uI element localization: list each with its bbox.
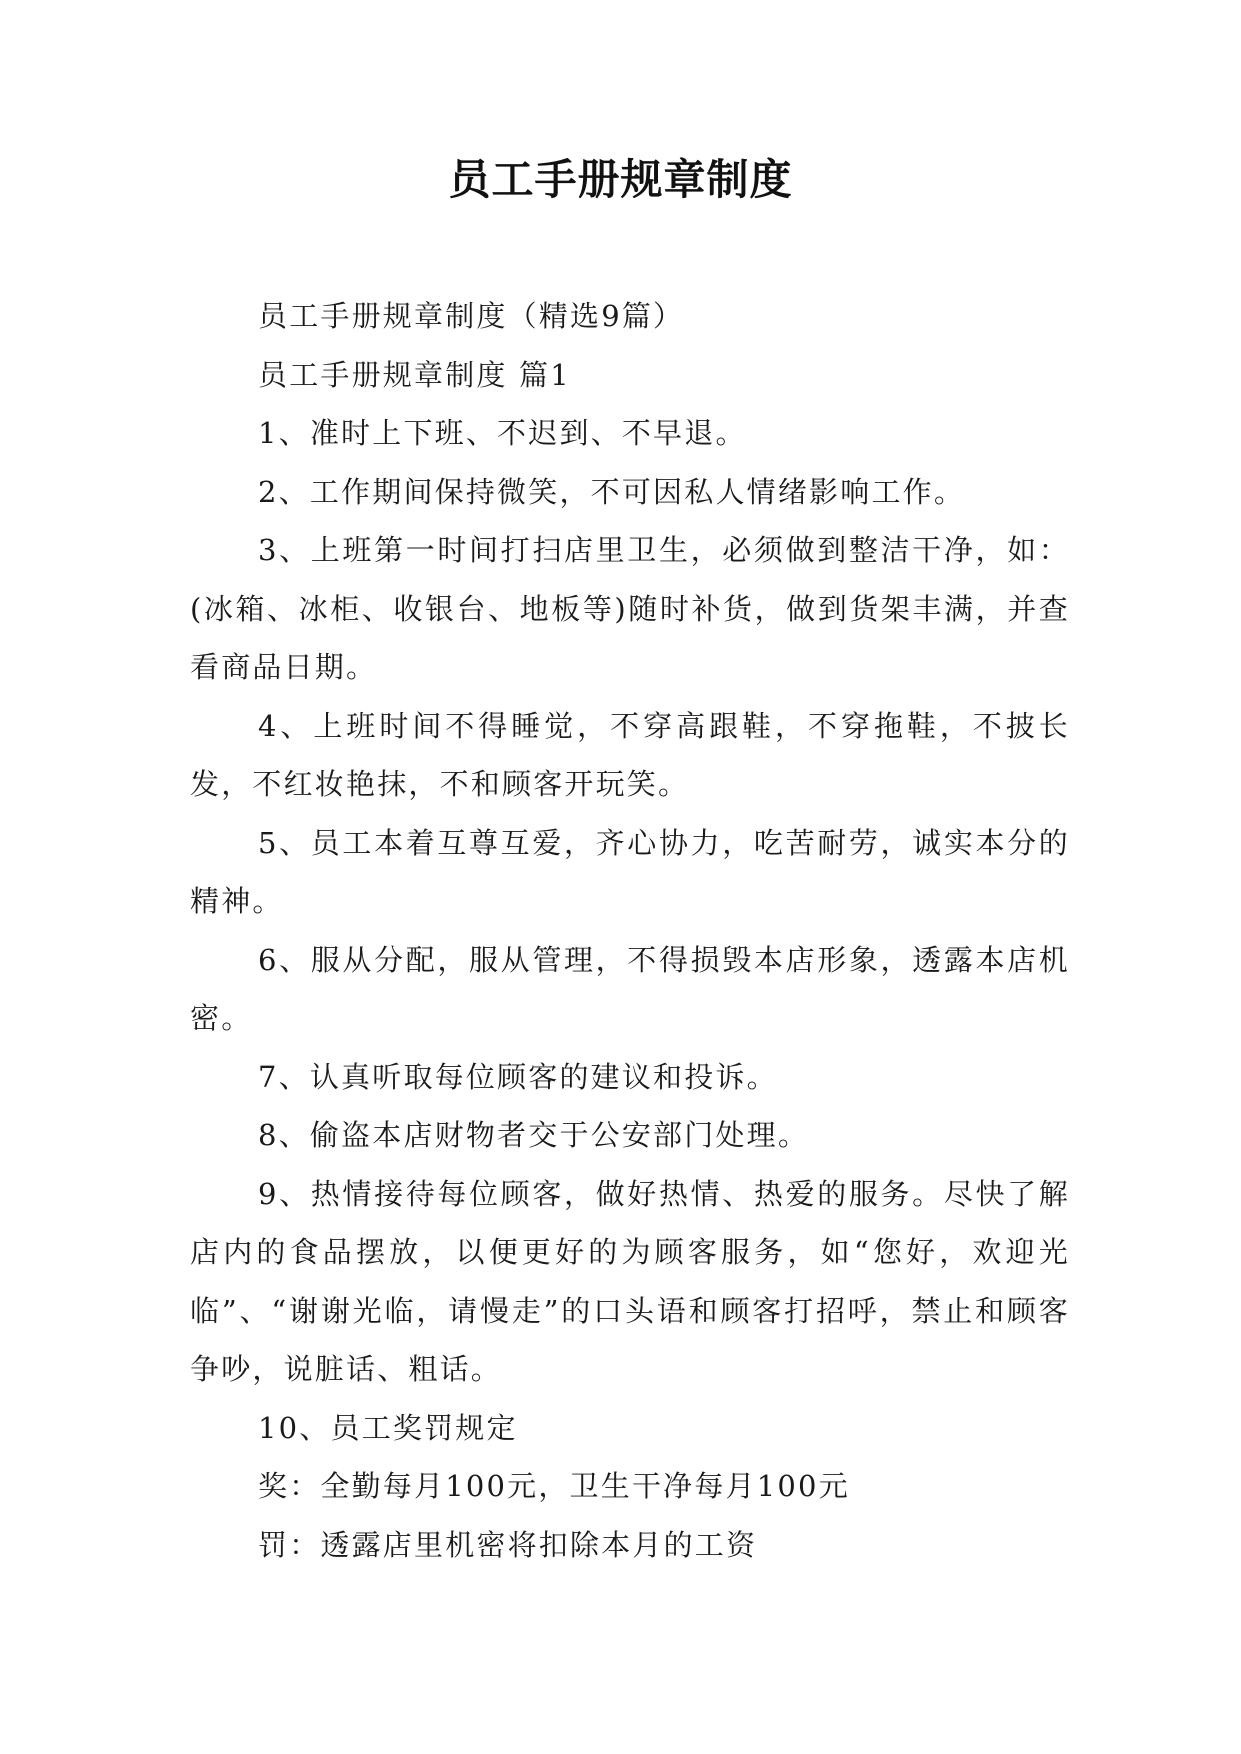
paragraph-rule-7: 7、认真听取每位顾客的建议和投诉。 bbox=[258, 1059, 778, 1094]
paragraph-rule-10: 10、员工奖罚规定 bbox=[258, 1410, 518, 1445]
paragraph-subtitle: 员工手册规章制度（精选9篇） bbox=[258, 299, 685, 333]
paragraph-rule-2: 2、工作期间保持微笑，不可因私人情绪影响工作。 bbox=[258, 474, 966, 509]
paragraph-rule-3: 3、上班第一时间打扫店里卫生，必须做到整洁干净，如：(冰箱、冰柜、收银台、地板等)随时补货，做到货架丰满，并查看商品日期。 bbox=[190, 533, 1070, 684]
document-body bbox=[190, 287, 1070, 1574]
paragraph-rule-5: 5、员工本着互尊互爱，齐心协力，吃苦耐劳，诚实本分的精神。 bbox=[190, 825, 1070, 918]
paragraph-rule-8: 8、偷盗本店财物者交于公安部门处理。 bbox=[258, 1118, 810, 1152]
paragraph-section-heading: 员工手册规章制度 篇1 bbox=[258, 357, 571, 392]
paragraph-reward: 奖：全勤每月100元，卫生干净每月100元 bbox=[258, 1469, 850, 1503]
paragraph-rule-9: 9、热情接待每位顾客，做好热情、热爱的服务。尽快了解店内的食品摆放，以便更好的为顾客服务，如“您好，欢迎光临”、“谢谢光临，请慢走”的口头语和顾客打招呼，禁止和顾客争吵，说脏话、粗话。 bbox=[190, 1176, 1070, 1386]
paragraph-rule-1: 1、准时上下班、不迟到、不早退。 bbox=[258, 416, 747, 450]
paragraph-penalty: 罚：透露店里机密将扣除本月的工资 bbox=[258, 1527, 758, 1562]
paragraph-rule-4: 4、上班时间不得睡觉，不穿高跟鞋，不穿拖鞋，不披长发，不红妆艳抹，不和顾客开玩笑。 bbox=[190, 708, 1070, 801]
paragraph-rule-6: 6、服从分配，服从管理，不得损毁本店形象，透露本店机密。 bbox=[190, 942, 1070, 1035]
document-title: 员工手册规章制度 bbox=[448, 155, 793, 204]
